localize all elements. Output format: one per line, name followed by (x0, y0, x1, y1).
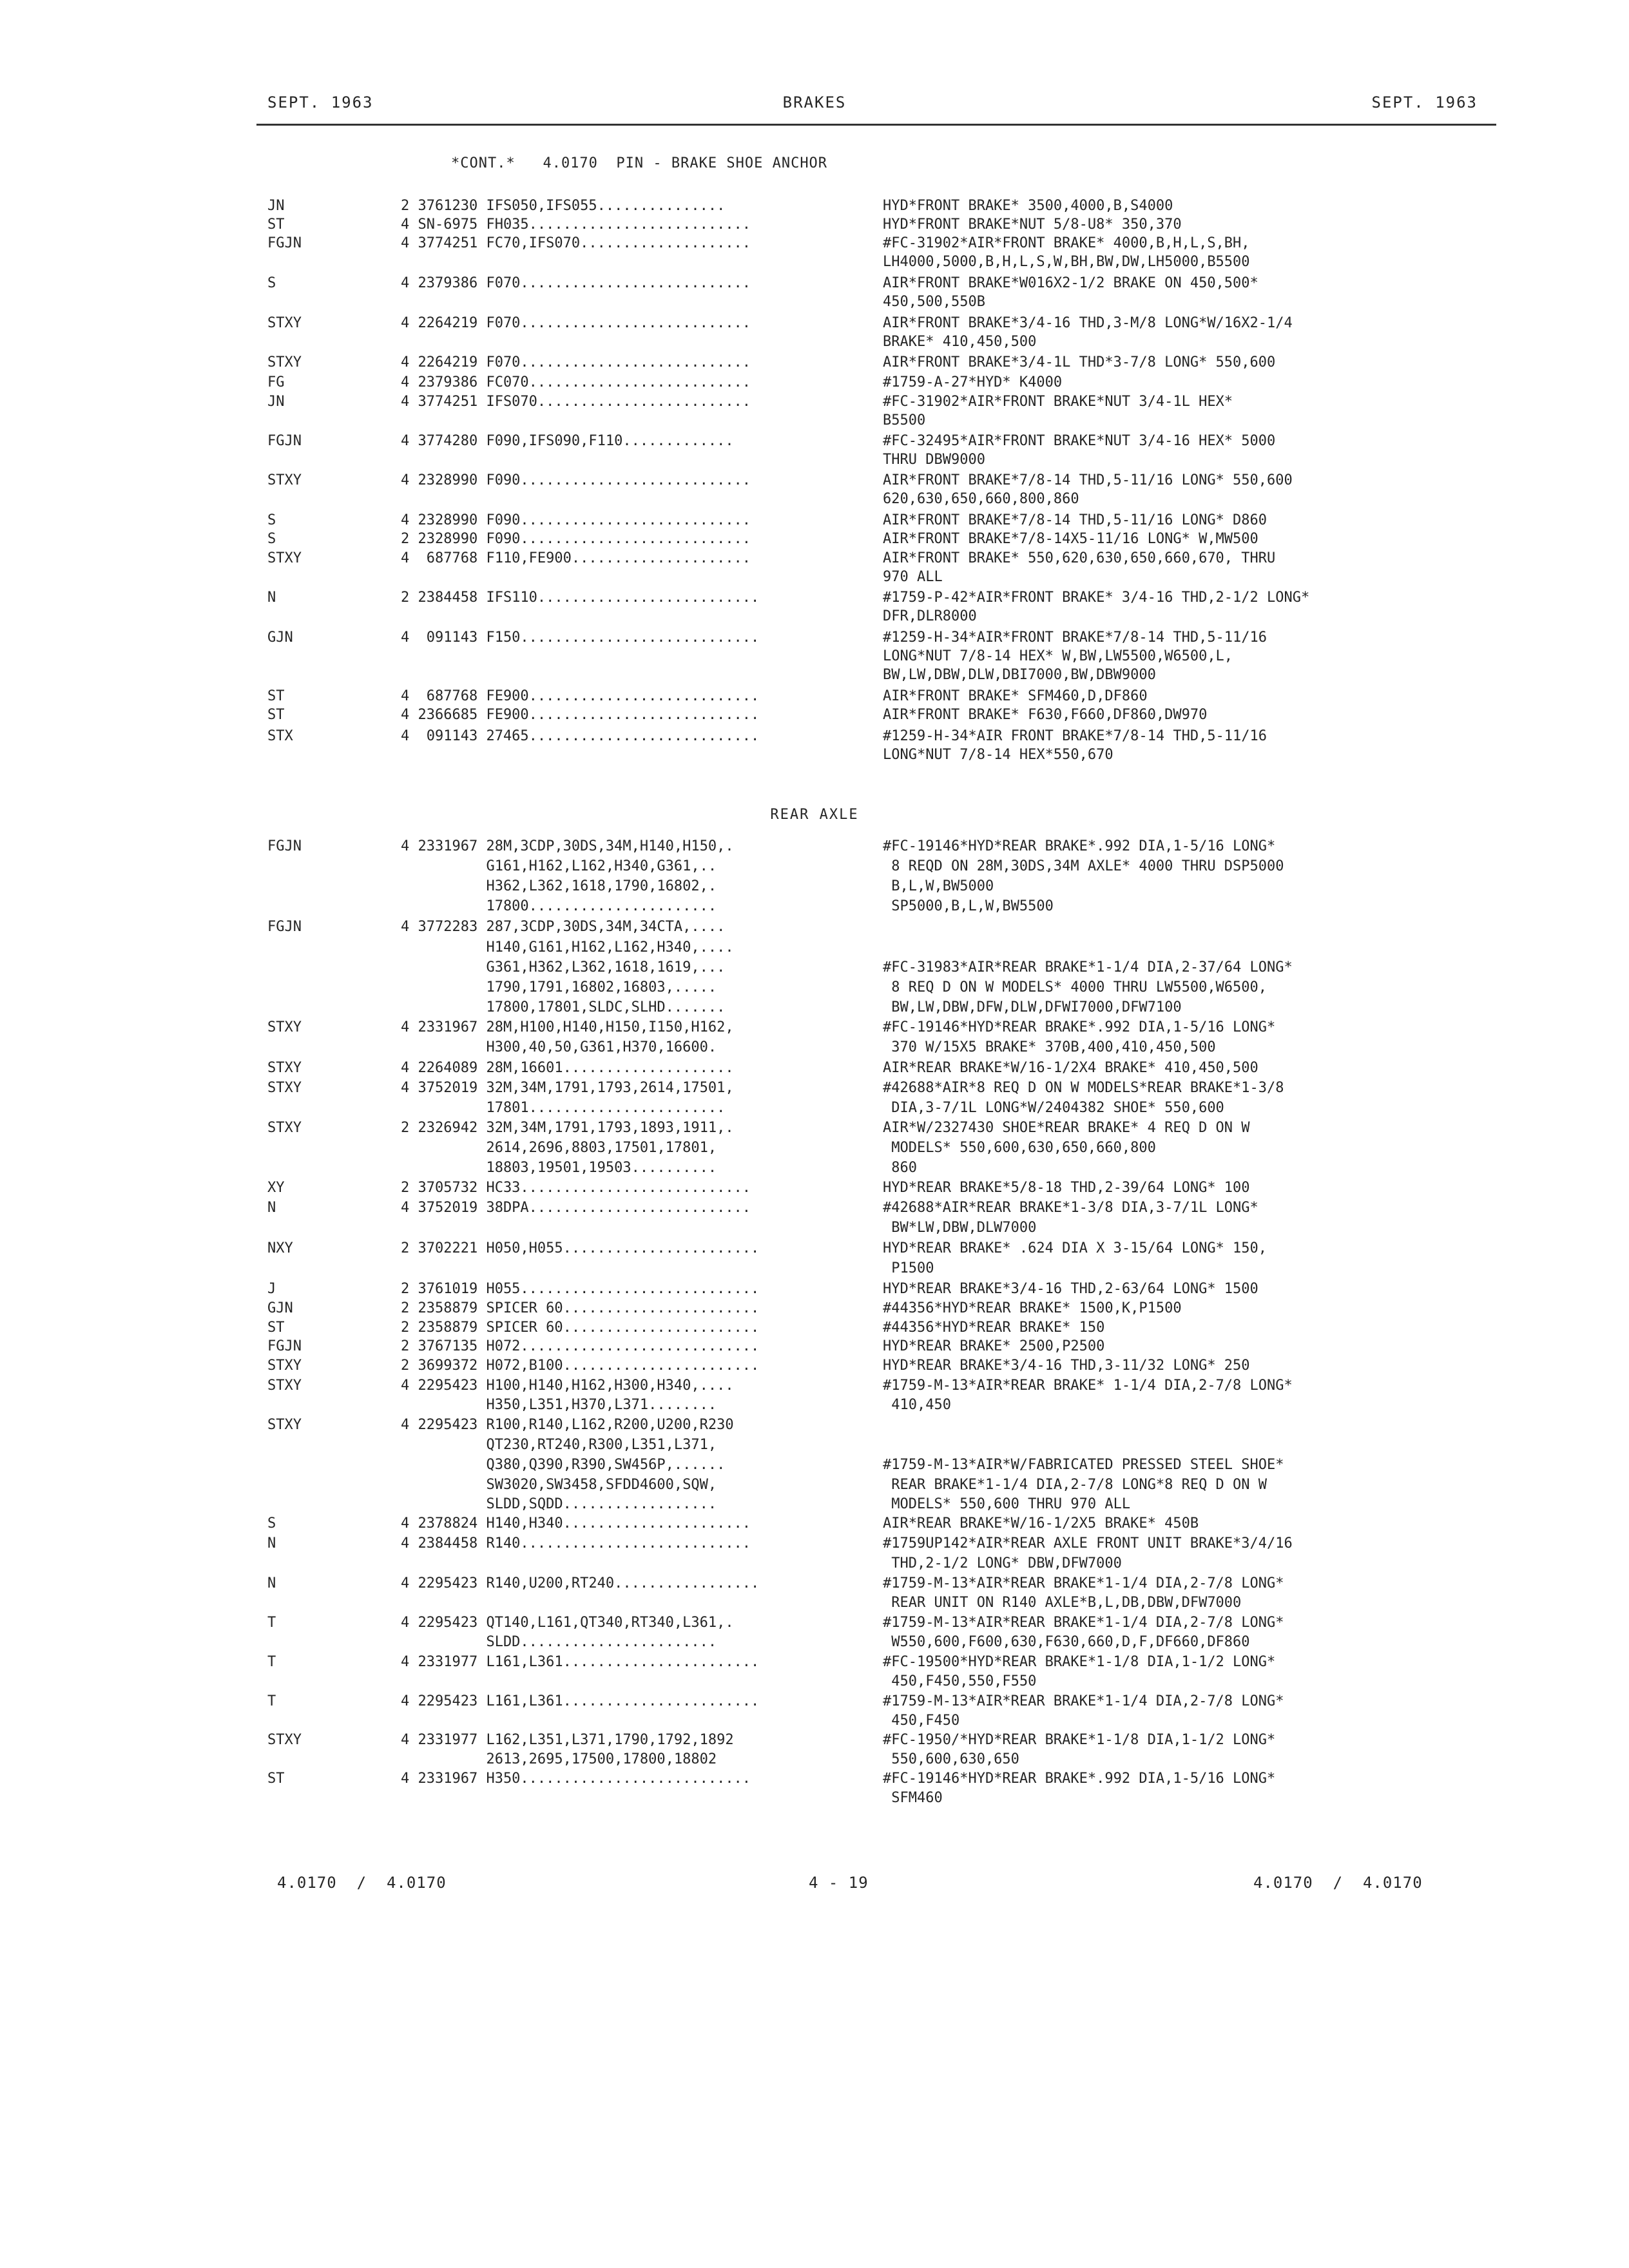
entry-part-reference: 4 2331977 L162,L351,L371,1790,1792,1892 (401, 1732, 734, 1748)
entry-part-reference: 4 2331967 28M,H100,H140,H150,I150,H162, (401, 1019, 734, 1035)
entry-part-reference: 4 2379386 FC070.......................... (401, 374, 751, 390)
entry-part-reference: 4 2295423 QT140,L161,QT340,RT340,L361,. (401, 1615, 734, 1631)
entry-code: FGJN (267, 1338, 302, 1354)
entry-part-reference: H362,L362,1618,1790,16802,. (401, 878, 717, 894)
entry-part-reference: 2 3767135 H072............................ (401, 1338, 760, 1354)
entry-code: STXY (267, 1019, 302, 1035)
entry-part-reference: 17801....................... (401, 1100, 726, 1116)
entry-part-reference: H140,G161,H162,L162,H340,.... (401, 939, 734, 956)
entry-code: T (267, 1615, 276, 1631)
entry-description: MODELS* 550,600 THRU 970 ALL (883, 1496, 1131, 1512)
entry-part-reference: 17800...................... (401, 898, 717, 914)
entry-code: STXY (267, 1378, 302, 1394)
entry-code: FGJN (267, 919, 302, 935)
entry-code: FGJN (267, 235, 302, 251)
entry-description: SP5000,B,L,W,BW5500 (883, 898, 1054, 914)
entry-description: HYD*REAR BRAKE* 2500,P2500 (883, 1338, 1105, 1354)
footer-reference-left: 4.0170 / 4.0170 (277, 1874, 447, 1892)
entry-description: #1759-M-13*AIR*W/FABRICATED PRESSED STEEL SHOE* (883, 1457, 1284, 1473)
entry-part-reference: 1790,1791,16802,16803,..... (401, 979, 717, 995)
entry-description: 450,F450 (883, 1713, 960, 1729)
entry-description: HYD*FRONT BRAKE*NUT 5/8-U8* 350,370 (883, 216, 1182, 233)
entry-code: ST (267, 688, 285, 704)
entry-part-reference: 2 3702221 H050,H055....................... (401, 1240, 760, 1256)
entry-code: S (267, 512, 276, 528)
entry-code: JN (267, 198, 285, 214)
entry-code: T (267, 1654, 276, 1670)
entry-description: AIR*FRONT BRAKE*7/8-14 THD,5-11/16 LONG* 550,600 (883, 472, 1293, 488)
entry-description: #42688*AIR*REAR BRAKE*1-3/8 DIA,3-7/1L LONG* (883, 1200, 1258, 1216)
entry-part-reference: 4 687768 F110,FE900..................... (401, 550, 751, 566)
entry-description: #1259-H-34*AIR*FRONT BRAKE*7/8-14 THD,5-11/16 (883, 629, 1268, 646)
entry-description: AIR*REAR BRAKE*W/16-1/2X5 BRAKE* 450B (883, 1515, 1199, 1532)
entry-part-reference: 4 3774280 F090,IFS090,F110............. (401, 433, 734, 449)
entry-description: B,L,W,BW5000 (883, 878, 994, 894)
entry-code: S (267, 275, 276, 291)
entry-description: 8 REQ D ON W MODELS* 4000 THRU LW5500,W6500, (883, 979, 1268, 995)
entry-part-reference: H350,L351,H370,L371........ (401, 1397, 717, 1413)
entry-part-reference: SLDD,SQDD.................. (401, 1496, 717, 1512)
entry-description: 450,500,550B (883, 294, 985, 310)
entry-code: FGJN (267, 433, 302, 449)
entry-part-reference: 4 2331967 H350........................... (401, 1771, 751, 1787)
entry-description: #1259-H-34*AIR FRONT BRAKE*7/8-14 THD,5-11/16 (883, 728, 1268, 744)
entry-code: XY (267, 1180, 285, 1196)
entry-description: REAR UNIT ON R140 AXLE*B,L,DB,DBW,DFW7000 (883, 1595, 1242, 1611)
entry-description: #FC-31902*AIR*FRONT BRAKE* 4000,B,H,L,S,BH, (883, 235, 1250, 251)
entry-code: STX (267, 728, 293, 744)
entry-description: LONG*NUT 7/8-14 HEX*550,670 (883, 747, 1113, 763)
entry-description: W550,600,F600,630,F630,660,D,F,DF660,DF860 (883, 1634, 1250, 1650)
entry-part-reference: 2 2326942 32M,34M,1791,1793,1893,1911,. (401, 1120, 734, 1136)
entry-description: HYD*REAR BRAKE*3/4-16 THD,2-63/64 LONG* 1500 (883, 1281, 1258, 1297)
entry-description: #FC-19146*HYD*REAR BRAKE*.992 DIA,1-5/16 LONG* (883, 1019, 1276, 1035)
entry-part-reference: 2613,2695,17500,17800,18802 (401, 1751, 717, 1767)
entry-description: THD,2-1/2 LONG* DBW,DFW7000 (883, 1555, 1122, 1571)
entry-part-reference: 4 2264219 F070........................... (401, 315, 751, 331)
entry-code: ST (267, 707, 285, 723)
entry-part-reference: SW3020,SW3458,SFDD4600,SQW, (401, 1477, 717, 1493)
entry-description: AIR*FRONT BRAKE*7/8-14X5-11/16 LONG* W,MW500 (883, 531, 1258, 547)
entry-description: AIR*W/2327430 SHOE*REAR BRAKE* 4 REQ D ON W (883, 1120, 1250, 1136)
entry-part-reference: 4 2366685 FE900........................... (401, 707, 760, 723)
entry-part-reference: 4 3752019 38DPA.......................... (401, 1200, 751, 1216)
entry-part-reference: 4 2379386 F070........................... (401, 275, 751, 291)
header-date-left: SEPT. 1963 (267, 93, 374, 111)
entry-description: BW*LW,DBW,DLW7000 (883, 1220, 1037, 1236)
entry-part-reference: 4 687768 FE900........................... (401, 688, 760, 704)
entry-part-reference: 4 SN-6975 FH035.......................... (401, 216, 751, 233)
entry-part-reference: 4 2295423 R140,U200,RT240................. (401, 1575, 760, 1591)
entry-code: N (267, 1575, 276, 1591)
entry-code: ST (267, 1771, 285, 1787)
entry-code: STXY (267, 550, 302, 566)
entry-description: #1759-M-13*AIR*REAR BRAKE*1-1/4 DIA,2-7/8 LONG* (883, 1693, 1284, 1709)
entry-description: 620,630,650,660,800,860 (883, 491, 1079, 507)
entry-code: STXY (267, 1060, 302, 1076)
entry-code: S (267, 531, 276, 547)
entry-part-reference: 4 2295423 L161,L361....................... (401, 1693, 760, 1709)
entry-description: DFR,DLR8000 (883, 608, 977, 624)
entry-description: #1759UP142*AIR*REAR AXLE FRONT UNIT BRAKE*3/4/16 (883, 1535, 1293, 1552)
entry-part-reference: 4 3752019 32M,34M,1791,1793,2614,17501, (401, 1080, 734, 1096)
entry-code: STXY (267, 315, 302, 331)
entry-description: 550,600,630,650 (883, 1751, 1019, 1767)
entry-part-reference: 4 091143 F150............................ (401, 629, 760, 646)
entry-code: ST (267, 1320, 285, 1336)
entry-part-reference: G161,H162,L162,H340,G361,.. (401, 858, 717, 874)
entry-description: #FC-31983*AIR*REAR BRAKE*1-1/4 DIA,2-37/64 LONG* (883, 959, 1293, 975)
entry-part-reference: 4 3774251 IFS070......................... (401, 394, 751, 410)
entry-part-reference: G361,H362,L362,1618,1619,... (401, 959, 726, 975)
entry-description: THRU DBW9000 (883, 452, 985, 468)
entry-code: GJN (267, 629, 293, 646)
entry-description: AIR*FRONT BRAKE*7/8-14 THD,5-11/16 LONG* D860 (883, 512, 1268, 528)
entry-part-reference: 2 2358879 SPICER 60....................... (401, 1300, 760, 1316)
entry-code: NXY (267, 1240, 293, 1256)
entry-description: #1759-M-13*AIR*REAR BRAKE*1-1/4 DIA,2-7/8 LONG* (883, 1615, 1284, 1631)
entry-part-reference: 4 2264219 F070........................... (401, 354, 751, 370)
entry-description: B5500 (883, 412, 926, 428)
entry-part-reference: SLDD....................... (401, 1634, 717, 1650)
entry-part-reference: 17800,17801,SLDC,SLHD....... (401, 999, 726, 1015)
entry-code: STXY (267, 1080, 302, 1096)
entry-description: BRAKE* 410,450,500 (883, 334, 1037, 350)
entry-description: 8 REQD ON 28M,30DS,34M AXLE* 4000 THRU DSP5000 (883, 858, 1284, 874)
entry-code: N (267, 1200, 276, 1216)
entry-part-reference: 4 2331977 L161,L361....................... (401, 1654, 760, 1670)
entry-part-reference: 4 2328990 F090........................... (401, 472, 751, 488)
entry-description: HYD*REAR BRAKE*3/4-16 THD,3-11/32 LONG* 250 (883, 1358, 1250, 1374)
entry-description: 370 W/15X5 BRAKE* 370B,400,410,450,500 (883, 1039, 1216, 1055)
header-rule (256, 124, 1496, 126)
entry-description: AIR*FRONT BRAKE* SFM460,D,DF860 (883, 688, 1148, 704)
entry-part-reference: 2614,2696,8803,17501,17801, (401, 1140, 717, 1156)
entry-part-reference: 2 3761230 IFS050,IFS055............... (401, 198, 726, 214)
entry-description: AIR*FRONT BRAKE*3/4-1L THD*3-7/8 LONG* 550,600 (883, 354, 1276, 370)
entry-description: LONG*NUT 7/8-14 HEX* W,BW,LW5500,W6500,L, (883, 648, 1233, 664)
entry-description: AIR*FRONT BRAKE* 550,620,630,650,660,670, THRU (883, 550, 1276, 566)
entry-part-reference: Q380,Q390,R390,SW456P,...... (401, 1457, 726, 1473)
entry-part-reference: 4 2264089 28M,16601.................... (401, 1060, 734, 1076)
entry-code: J (267, 1281, 276, 1297)
entry-part-reference: 4 2295423 H100,H140,H162,H300,H340,.... (401, 1378, 734, 1394)
entry-description: HYD*REAR BRAKE*5/8-18 THD,2-39/64 LONG* 100 (883, 1180, 1250, 1196)
entry-description: 450,F450,550,F550 (883, 1673, 1037, 1689)
entry-part-reference: 4 2384458 R140........................... (401, 1535, 751, 1552)
entry-description: #FC-32495*AIR*FRONT BRAKE*NUT 3/4-16 HEX* 5000 (883, 433, 1276, 449)
entry-part-reference: 2 2384458 IFS110.......................... (401, 590, 760, 606)
entry-description: #FC-19146*HYD*REAR BRAKE*.992 DIA,1-5/16 LONG* (883, 1771, 1276, 1787)
entry-code: N (267, 1535, 276, 1552)
entry-code: STXY (267, 1358, 302, 1374)
entry-part-reference: 2 3699372 H072,B100....................... (401, 1358, 760, 1374)
entry-description: 970 ALL (883, 569, 943, 585)
footer-reference-right: 4.0170 / 4.0170 (1253, 1874, 1423, 1892)
entry-part-reference: QT230,RT240,R300,L351,L371, (401, 1437, 717, 1453)
footer-page-number: 4 - 19 (809, 1874, 869, 1892)
entry-part-reference: 4 2331967 28M,3CDP,30DS,34M,H140,H150,. (401, 838, 734, 854)
entry-description: AIR*FRONT BRAKE*3/4-16 THD,3-M/8 LONG*W/16X2-1/4 (883, 315, 1293, 331)
header-section-name: BRAKES (782, 93, 847, 111)
entry-part-reference: 4 2328990 F090........................... (401, 512, 751, 528)
subheading-rear-axle: REAR AXLE (770, 807, 859, 823)
entry-description: #FC-31902*AIR*FRONT BRAKE*NUT 3/4-1L HEX* (883, 394, 1233, 410)
entry-description: #FC-19146*HYD*REAR BRAKE*.992 DIA,1-5/16 LONG* (883, 838, 1276, 854)
entry-description: 410,450 (883, 1397, 951, 1413)
entry-part-reference: 4 2378824 H140,H340...................... (401, 1515, 751, 1532)
entry-description: #1759-M-13*AIR*REAR BRAKE* 1-1/4 DIA,2-7/8 LONG* (883, 1378, 1293, 1394)
entry-description: AIR*REAR BRAKE*W/16-1/2X4 BRAKE* 410,450,500 (883, 1060, 1258, 1076)
entry-part-reference: 4 3772283 287,3CDP,30DS,34M,34CTA,.... (401, 919, 726, 935)
entry-part-reference: 4 091143 27465........................... (401, 728, 760, 744)
entry-description: REAR BRAKE*1-1/4 DIA,2-7/8 LONG*8 REQ D ON W (883, 1477, 1268, 1493)
entry-code: STXY (267, 1417, 302, 1433)
entry-code: STXY (267, 1732, 302, 1748)
entry-description: P1500 (883, 1260, 934, 1276)
entry-description: LH4000,5000,B,H,L,S,W,BH,BW,DW,LH5000,B5500 (883, 254, 1250, 270)
header-date-right: SEPT. 1963 (1371, 93, 1478, 111)
entry-part-reference: 18803,19501,19503.......... (401, 1160, 717, 1176)
entry-code: STXY (267, 1120, 302, 1136)
entry-description: MODELS* 550,600,630,650,660,800 (883, 1140, 1156, 1156)
entry-part-reference: 4 3774251 FC70,IFS070.................... (401, 235, 751, 251)
entry-description: AIR*FRONT BRAKE*W016X2-1/2 BRAKE ON 450,500* (883, 275, 1258, 291)
entry-description: #42688*AIR*8 REQ D ON W MODELS*REAR BRAKE*1-3/8 (883, 1080, 1284, 1096)
entry-code: STXY (267, 472, 302, 488)
entry-description: #FC-19500*HYD*REAR BRAKE*1-1/8 DIA,1-1/2 LONG* (883, 1654, 1276, 1670)
entry-part-reference: H300,40,50,G361,H370,16600. (401, 1039, 717, 1055)
entry-description: BW,LW,DBW,DFW,DLW,DFWI7000,DFW7100 (883, 999, 1182, 1015)
entry-description: #1759-M-13*AIR*REAR BRAKE*1-1/4 DIA,2-7/8 LONG* (883, 1575, 1284, 1591)
entry-part-reference: 2 2358879 SPICER 60....................... (401, 1320, 760, 1336)
entry-description: DIA,3-7/1L LONG*W/2404382 SHOE* 550,600 (883, 1100, 1224, 1116)
entry-code: S (267, 1515, 276, 1532)
entry-description: #44356*HYD*REAR BRAKE* 1500,K,P1500 (883, 1300, 1182, 1316)
entry-code: N (267, 590, 276, 606)
entry-code: T (267, 1693, 276, 1709)
entry-part-reference: 2 2328990 F090........................... (401, 531, 751, 547)
entry-description: BW,LW,DBW,DLW,DBI7000,BW,DBW9000 (883, 667, 1156, 683)
entry-code: ST (267, 216, 285, 233)
entry-description: HYD*REAR BRAKE* .624 DIA X 3-15/64 LONG* 150, (883, 1240, 1268, 1256)
entry-description: 860 (883, 1160, 917, 1176)
entry-description: #44356*HYD*REAR BRAKE* 150 (883, 1320, 1105, 1336)
entry-description: SFM460 (883, 1790, 943, 1806)
entry-description: #FC-1950/*HYD*REAR BRAKE*1-1/8 DIA,1-1/2 LONG* (883, 1732, 1276, 1748)
entry-code: JN (267, 394, 285, 410)
section-title: *CONT.* 4.0170 PIN - BRAKE SHOE ANCHOR (451, 155, 828, 171)
entry-part-reference: 4 2295423 R100,R140,L162,R200,U200,R230 (401, 1417, 734, 1433)
entry-part-reference: 2 3761019 H055............................ (401, 1281, 760, 1297)
entry-description: #1759-P-42*AIR*FRONT BRAKE* 3/4-16 THD,2-1/2 LONG* (883, 590, 1310, 606)
entry-code: FG (267, 374, 285, 390)
entry-description: HYD*FRONT BRAKE* 3500,4000,B,S4000 (883, 198, 1173, 214)
entry-part-reference: 2 3705732 HC33........................... (401, 1180, 751, 1196)
entry-code: STXY (267, 354, 302, 370)
entry-code: GJN (267, 1300, 293, 1316)
entry-description: AIR*FRONT BRAKE* F630,F660,DF860,DW970 (883, 707, 1208, 723)
entry-description: #1759-A-27*HYD* K4000 (883, 374, 1063, 390)
entry-code: FGJN (267, 838, 302, 854)
